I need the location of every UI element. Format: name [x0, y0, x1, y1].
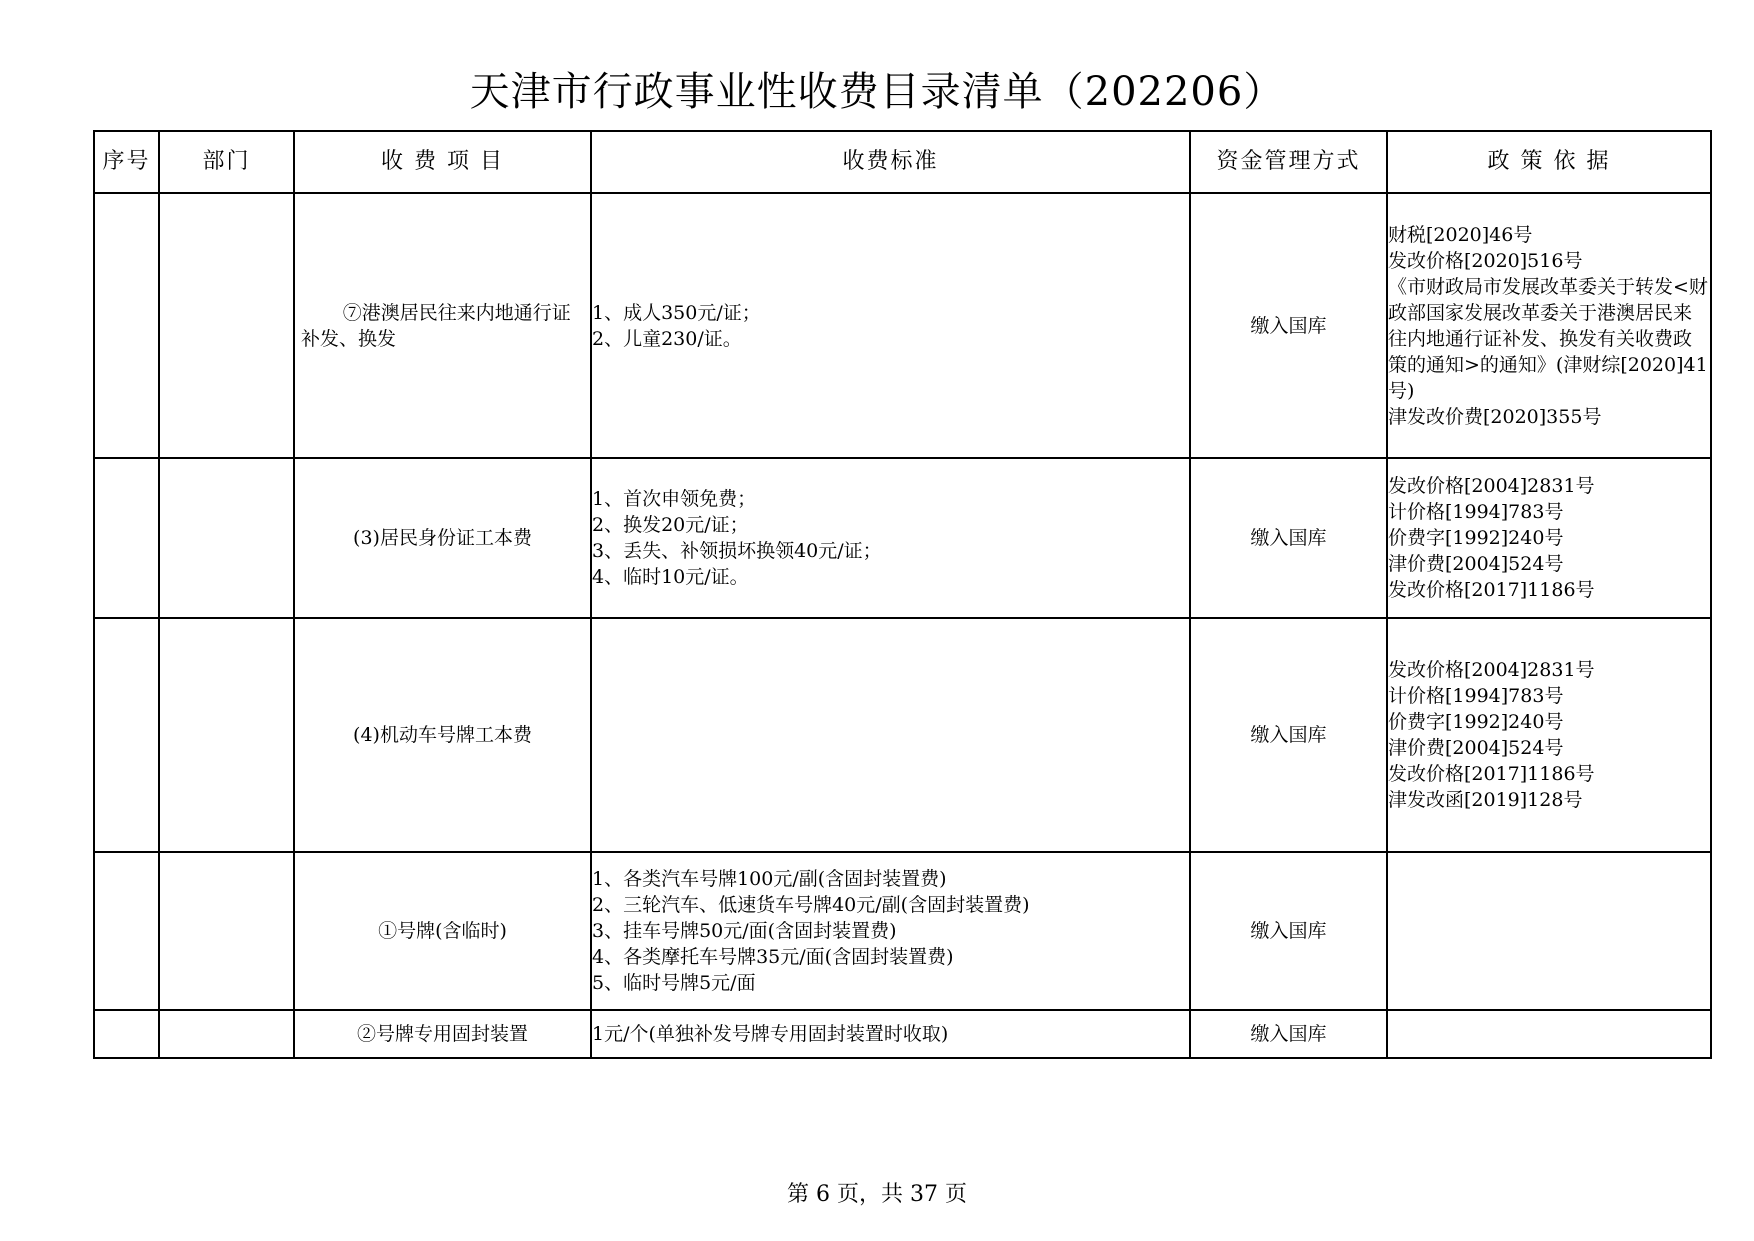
item-text: ⑦港澳居民往来内地通行证补发、换发: [301, 301, 571, 350]
item-cell: [294, 618, 591, 852]
policy-line: 津发改函[2019]128号: [1388, 789, 1583, 811]
standard-line: 1、各类汽车号牌100元/副(含固封装置费): [592, 868, 947, 890]
standard-line: 4、各类摩托车号牌35元/面(含固封装置费): [592, 946, 954, 968]
dept-cell: [159, 1010, 294, 1058]
fund-cell: 缴入国库: [1190, 193, 1387, 458]
policy-line: 发改价格[2017]1186号: [1388, 579, 1595, 601]
policy-line: 津价费[2004]524号: [1388, 553, 1564, 575]
fund-cell: 缴入国库: [1190, 618, 1387, 852]
standard-cell: [591, 852, 1190, 1010]
standard-line: 3、挂车号牌50元/面(含固封装置费): [592, 920, 897, 942]
seq-cell: [94, 193, 159, 458]
table-row: [94, 1010, 1711, 1058]
table-row: [94, 852, 1711, 1010]
item-text: ②号牌专用固封装置: [356, 1023, 528, 1045]
item-cell: [294, 458, 591, 618]
fee-table: [93, 130, 1712, 1059]
policy-cell: [1387, 458, 1711, 618]
dept-cell: [159, 852, 294, 1010]
standard-cell: [591, 1010, 1190, 1058]
item-text: (4)机动车号牌工本费: [353, 724, 532, 746]
standard-line: 3、丢失、补领损坏换领40元/证；: [592, 540, 882, 562]
standard-line: 1、首次申领免费；: [592, 488, 757, 510]
policy-line: 《市财政局市发展改革委关于转发<财政部国家发展改革委关于港澳居民来往内地通行证补发、换发有关收费政策的通知>的通知》(津财综[2020]41号): [1388, 275, 1708, 402]
fund-cell: 缴入国库: [1190, 852, 1387, 1010]
standard-cell: [591, 458, 1190, 618]
dept-cell: [159, 458, 294, 618]
header-fund: 资金管理方式: [1190, 131, 1387, 193]
policy-line: 计价格[1994]783号: [1388, 501, 1564, 523]
item-text: ①号牌(含临时): [378, 920, 507, 942]
standard-line: 5、临时号牌5元/面: [592, 972, 756, 994]
standard-line: 2、儿童230/证。: [592, 327, 742, 350]
policy-line: 津价费[2004]524号: [1388, 737, 1564, 759]
table-header-row: [94, 131, 1711, 193]
header-dept: 部门: [159, 131, 294, 193]
policy-line: 财税[2020]46号: [1388, 223, 1533, 246]
standard-line: 4、临时10元/证。: [592, 566, 749, 588]
dept-cell: [159, 618, 294, 852]
standard-cell: [591, 193, 1190, 458]
policy-line: 发改价格[2004]2831号: [1388, 659, 1595, 681]
seq-cell: [94, 618, 159, 852]
policy-line: 价费字[1992]240号: [1388, 711, 1564, 733]
page-footer: 第 6 页，共 37 页: [787, 1182, 967, 1207]
item-text: (3)居民身份证工本费: [353, 527, 532, 549]
standard-cell: [591, 618, 1190, 852]
policy-cell: [1387, 618, 1711, 852]
table-row: [94, 193, 1711, 458]
policy-cell: [1387, 852, 1711, 1010]
item-cell: [294, 852, 591, 1010]
header-item: 收 费 项 目: [294, 131, 591, 193]
item-cell: [294, 193, 591, 458]
standard-line: 2、换发20元/证；: [592, 514, 749, 536]
policy-line: 发改价格[2020]516号: [1388, 249, 1583, 272]
policy-line: 价费字[1992]240号: [1388, 527, 1564, 549]
header-seq: 序号: [94, 131, 159, 193]
standard-line: 2、三轮汽车、低速货车号牌40元/副(含固封装置费): [592, 894, 1030, 916]
header-standard: 收费标准: [591, 131, 1190, 193]
fund-cell: 缴入国库: [1190, 458, 1387, 618]
item-cell: [294, 1010, 591, 1058]
standard-line: 1元/个(单独补发号牌专用固封装置时收取): [592, 1023, 949, 1045]
document-title: 天津市行政事业性收费目录清单（202206）: [469, 69, 1285, 115]
seq-cell: [94, 852, 159, 1010]
seq-cell: [94, 458, 159, 618]
policy-line: 计价格[1994]783号: [1388, 685, 1564, 707]
policy-line: 发改价格[2017]1186号: [1388, 763, 1595, 785]
policy-line: 津发改价费[2020]355号: [1388, 405, 1602, 428]
standard-line: 1、成人350元/证；: [592, 301, 761, 324]
fund-cell: 缴入国库: [1190, 1010, 1387, 1058]
dept-cell: [159, 193, 294, 458]
policy-line: 发改价格[2004]2831号: [1388, 475, 1595, 497]
table-row: [94, 458, 1711, 618]
policy-cell: [1387, 1010, 1711, 1058]
seq-cell: [94, 1010, 159, 1058]
policy-cell: [1387, 193, 1711, 458]
header-policy: 政 策 依 据: [1387, 131, 1711, 193]
table-row: [94, 618, 1711, 852]
